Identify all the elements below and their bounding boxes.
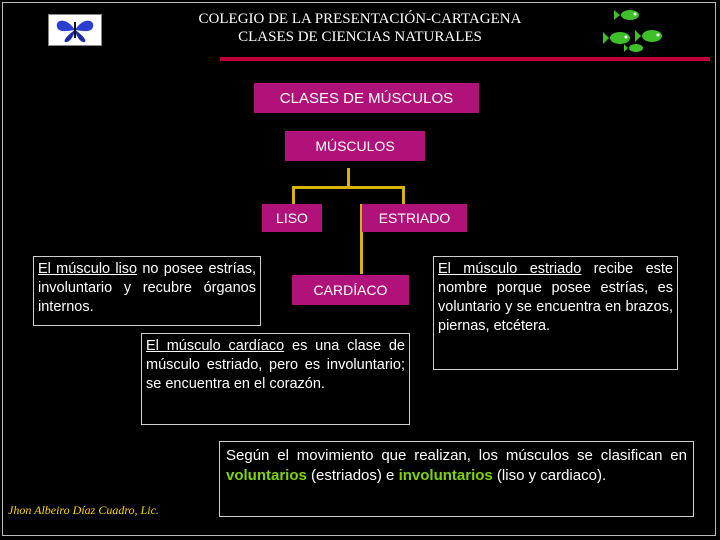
- fish-icon: [600, 6, 670, 56]
- summary-involuntarios: involuntarios: [398, 467, 493, 484]
- connector-liso: [292, 186, 295, 204]
- node-musculos: MÚSCULOS: [285, 131, 425, 161]
- summary-box: [219, 441, 694, 517]
- liso-text: no posee estrías, involuntario y recubre órganos internos.: [38, 261, 257, 315]
- connector-root: [347, 168, 350, 188]
- liso-description: [33, 256, 261, 326]
- node-estriado: ESTRIADO: [362, 204, 467, 232]
- summary-text-3: (liso y cardiaco).: [492, 467, 607, 484]
- page-title: CLASES DE MÚSCULOS: [254, 83, 479, 113]
- node-cardiaco: CARDÍACO: [292, 275, 409, 305]
- summary-text-1: Según el movimiento que realizan, los músculos se clasifican en: [226, 447, 687, 464]
- cardiaco-term: El músculo cardíaco: [146, 338, 285, 354]
- connector-estriado: [402, 186, 405, 204]
- summary-voluntarios: voluntarios: [226, 467, 307, 484]
- estriado-description: [433, 256, 678, 370]
- header-rule: [220, 57, 710, 61]
- estriado-term: El músculo estriado: [438, 261, 582, 277]
- node-liso: LISO: [262, 204, 322, 232]
- header-subject: CLASES DE CIENCIAS NATURALES: [238, 29, 482, 45]
- author-signature: Jhon Albeiro Díaz Cuadro, Lic.: [8, 503, 159, 517]
- estriado-text: recibe este nombre porque posee estrías, es voluntario y se encuentra en brazos, piernas, etcétera.: [438, 261, 673, 334]
- connector-horizontal: [292, 186, 404, 189]
- liso-term: El músculo liso: [38, 261, 138, 277]
- cardiaco-description: [141, 333, 410, 425]
- cardiaco-text: es una clase de músculo estriado, pero es involuntario; se encuentra en el corazón.: [146, 338, 405, 392]
- summary-text-2: (estriados) e: [306, 467, 399, 484]
- header-school: COLEGIO DE LA PRESENTACIÓN-CARTAGENA: [198, 11, 522, 27]
